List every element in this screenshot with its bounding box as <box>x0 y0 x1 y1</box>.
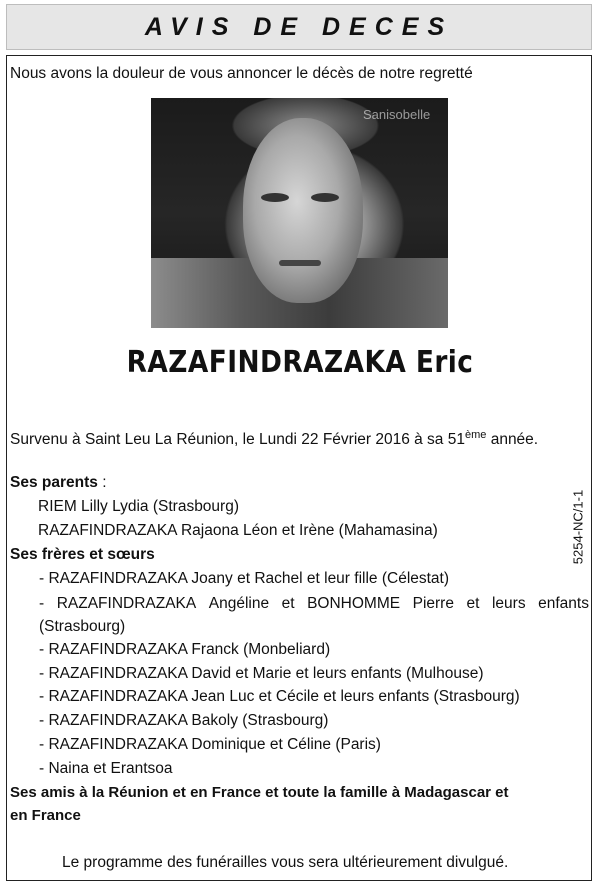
funeral-program-note: Le programme des funérailles vous sera ultérieurement divulgué. <box>62 854 509 871</box>
photo-eye-right <box>311 193 339 202</box>
justified-word: Angéline <box>208 595 270 612</box>
sibling-entry: - RAZAFINDRAZAKA Dominique et Céline (Paris) <box>39 736 381 753</box>
intro-text: Nous avons la douleur de vous annoncer le décès de notre regretté <box>10 65 473 82</box>
death-notice-main: Survenu à Saint Leu La Réunion, le Lundi 22 Février 2016 à sa 51 <box>10 431 465 448</box>
justified-word: - <box>39 595 45 612</box>
death-notice-superscript: ème <box>464 429 487 441</box>
death-notice-end: année. <box>486 431 539 448</box>
parents-heading: Ses parents <box>10 474 98 491</box>
friends-line-2: en France <box>10 807 81 824</box>
sibling-entry: - RAZAFINDRAZAKA David et Marie et leurs enfants (Mulhouse) <box>39 665 484 682</box>
siblings-heading: Ses frères et sœurs <box>10 546 155 563</box>
photo-watermark: Sanisobelle <box>363 107 431 122</box>
justified-word: RAZAFINDRAZAKA <box>56 595 197 612</box>
sibling-entry: - RAZAFINDRAZAKA Jean Luc et Cécile et leurs enfants (Strasbourg) <box>39 688 520 705</box>
justified-word: leurs <box>491 595 526 612</box>
parent-entry: RAZAFINDRAZAKA Rajaona Léon et Irène (Mahamasina) <box>38 522 438 539</box>
photo-face <box>243 118 363 303</box>
justified-word: enfants <box>538 595 589 612</box>
parents-heading-line <box>10 473 107 493</box>
sibling-entry: - RAZAFINDRAZAKA Joany et Rachel et leur fille (Célestat) <box>39 570 450 587</box>
notice-title: AVIS DE DECES <box>144 12 454 41</box>
reference-code <box>568 485 588 569</box>
justified-word: Pierre <box>412 595 454 612</box>
sibling-entry: - Naina et Erantsoa <box>39 760 173 777</box>
photo-mouth <box>279 260 321 266</box>
justified-word: et <box>281 595 295 612</box>
portrait-photo <box>151 98 448 328</box>
parent-entry: RIEM Lilly Lydia (Strasbourg) <box>38 498 239 515</box>
parents-separator: : <box>97 474 107 491</box>
sibling-entry: - RAZAFINDRAZAKA Bakoly (Strasbourg) <box>39 712 329 729</box>
notice-header <box>6 4 592 50</box>
friends-line-1: Ses amis à la Réunion et en France et toute la famille à Madagascar et <box>10 784 509 801</box>
photo-eye-left <box>261 193 289 202</box>
sibling-entry-justified <box>39 594 589 614</box>
justified-word: BONHOMME <box>307 595 401 612</box>
death-notice <box>10 425 538 450</box>
sibling-entry: (Strasbourg) <box>39 618 126 635</box>
justified-word: et <box>466 595 480 612</box>
sibling-entry: - RAZAFINDRAZAKA Franck (Monbeliard) <box>39 641 331 658</box>
deceased-name: RAZAFINDRAZAKA Eric <box>126 345 474 380</box>
reference-code-text: 5254-NC/1-1 <box>570 489 586 565</box>
